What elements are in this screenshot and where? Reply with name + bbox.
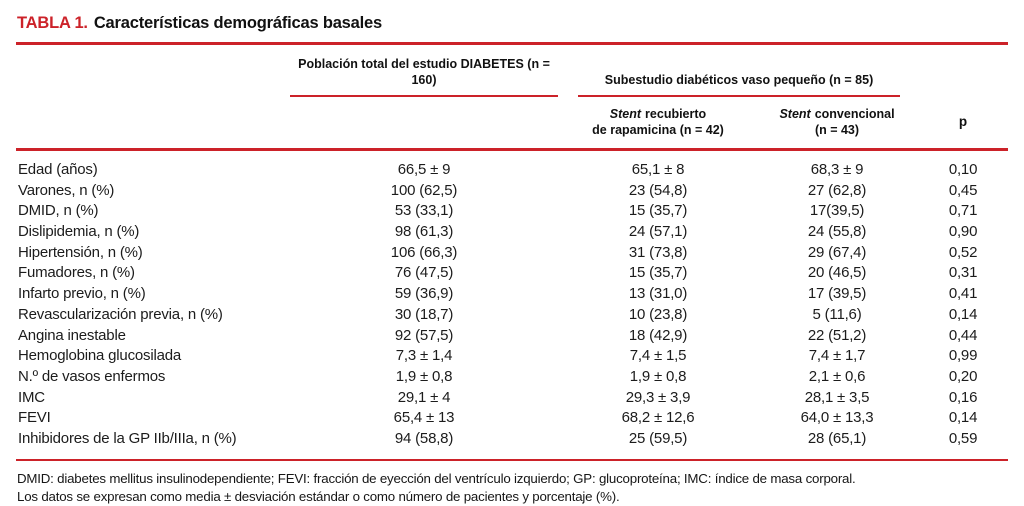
value-total: 29,1 ± 4 (397, 388, 451, 406)
value-total: 66,5 ± 9 (397, 161, 451, 178)
value-conventional: 29 (67,4) (807, 243, 867, 261)
value-rapamycin: 1,9 ± 0,8 (629, 367, 687, 385)
value-conventional: 17 (39,5) (807, 285, 867, 303)
row-label: Edad (años) (18, 161, 98, 178)
p-value: 0,41 (948, 285, 978, 303)
row-label: Revascularización previa, n (%) (18, 305, 223, 323)
row-label: Dislipidemia, n (%) (18, 223, 140, 241)
value-total: 94 (58,8) (288, 429, 560, 460)
table-caption: Características demográficas basales (93, 14, 382, 32)
header-empty-cell (16, 97, 288, 150)
table-row (16, 408, 1008, 429)
table-row (16, 388, 1008, 409)
table-row (16, 367, 1008, 388)
column-header-conventional-line1 (756, 106, 918, 122)
value-total: 1,9 ± 0,8 (395, 367, 453, 385)
table-row (16, 429, 1008, 460)
value-rapamycin: 18 (42,9) (628, 326, 688, 344)
column-header-p: p (918, 97, 1008, 150)
demographics-table (16, 42, 1008, 461)
stent-italic-label: Stent (609, 106, 642, 121)
p-value: 0,14 (948, 409, 978, 427)
header-group-row (16, 44, 1008, 97)
p-value: 0,45 (948, 181, 978, 199)
column-header-rapamycin-line1 (560, 106, 756, 122)
value-total: 65,4 ± 13 (393, 409, 455, 427)
table-footnotes (17, 470, 1008, 506)
header-empty-cell (16, 44, 288, 97)
value-rapamycin: 7,4 ± 1,5 (629, 347, 687, 365)
row-label: Hemoglobina glucosilada (18, 347, 182, 365)
column-header-rapamycin-line2: de rapamicina (n = 42) (592, 122, 724, 137)
value-total: 98 (61,3) (394, 223, 454, 241)
value-rapamycin: 15 (35,7) (628, 202, 688, 220)
p-value: 0,20 (948, 367, 978, 385)
column-header-conventional-line2: (n = 43) (814, 122, 860, 137)
value-rapamycin: 25 (59,5) (560, 429, 756, 460)
value-total: 106 (66,3) (390, 243, 458, 261)
header-empty-cell (288, 97, 560, 150)
value-conventional: 68,3 ± 9 (810, 161, 864, 178)
value-rapamycin: 29,3 ± 3,9 (625, 388, 691, 406)
p-value: 0,71 (948, 202, 978, 220)
column-group-total-label: Población total del estudio DIABETES (n = 160) (290, 56, 558, 97)
value-rapamycin: 10 (23,8) (628, 305, 688, 323)
value-rapamycin: 13 (31,0) (628, 285, 688, 303)
table-row (16, 243, 1008, 264)
row-label: N.º de vasos enfermos (18, 367, 166, 385)
value-conventional: 22 (51,2) (807, 326, 867, 344)
column-header-rapamycin (560, 97, 756, 150)
row-label: Hipertensión, n (%) (18, 243, 143, 261)
table-title (17, 14, 1008, 33)
value-total: 30 (18,7) (394, 305, 454, 323)
p-value: 0,31 (948, 264, 978, 282)
value-conventional: 64,0 ± 13,3 (800, 409, 874, 427)
table-row (16, 305, 1008, 326)
value-conventional: 24 (55,8) (807, 223, 867, 241)
table-row (16, 326, 1008, 347)
value-total: 92 (57,5) (394, 326, 454, 344)
p-value: 0,99 (948, 347, 978, 365)
row-label: IMC (18, 388, 45, 406)
column-group-total (288, 44, 560, 97)
p-value: 0,44 (948, 326, 978, 344)
value-conventional: 20 (46,5) (807, 264, 867, 282)
value-conventional: 5 (11,6) (812, 305, 862, 323)
table-row (16, 284, 1008, 305)
header-empty-cell-p (918, 44, 1008, 97)
footnote-abbreviations: DMID: diabetes mellitus insulinodependiente; FEVI: fracción de eyección del ventrículo izquierdo; GP: glucoproteína; IMC: índice de masa corporal. (17, 470, 856, 486)
value-total: 59 (36,9) (394, 285, 454, 303)
row-label: Varones, n (%) (18, 181, 115, 199)
header-subcolumn-row (16, 97, 1008, 150)
value-conventional: 7,4 ± 1,7 (808, 347, 866, 365)
table-number: TABLA 1. (17, 14, 88, 32)
value-rapamycin: 23 (54,8) (628, 181, 688, 199)
column-header-rapamycin-text: recubierto (645, 106, 707, 121)
column-header-conventional-text: convencional (814, 106, 895, 121)
value-conventional: 27 (62,8) (807, 181, 867, 199)
value-conventional: 17(39,5) (809, 202, 865, 220)
table-row (16, 150, 1008, 181)
value-conventional: 28,1 ± 3,5 (804, 388, 870, 406)
table-row (16, 263, 1008, 284)
column-header-conventional (756, 97, 918, 150)
column-group-substudy (560, 44, 918, 97)
value-rapamycin: 15 (35,7) (628, 264, 688, 282)
table-row (16, 181, 1008, 202)
p-value: 0,14 (948, 305, 978, 323)
table-row (16, 222, 1008, 243)
value-conventional: 2,1 ± 0,6 (808, 367, 866, 385)
value-total: 53 (33,1) (394, 202, 454, 220)
table-row (16, 346, 1008, 367)
row-label: FEVI (18, 409, 51, 427)
value-total: 7,3 ± 1,4 (395, 347, 453, 365)
p-value: 0,10 (948, 161, 978, 178)
row-label: Infarto previo, n (%) (18, 285, 146, 303)
value-total: 100 (62,5) (390, 181, 458, 199)
stent-italic-label: Stent (779, 106, 811, 121)
table-header (16, 44, 1008, 150)
p-value: 0,90 (948, 223, 978, 241)
footnote-data-format: Los datos se expresan como media ± desviación estándar o como número de pacientes y porcentaje (%). (17, 488, 620, 504)
value-rapamycin: 31 (73,8) (628, 243, 688, 261)
table-row (16, 201, 1008, 222)
p-value: 0,16 (948, 388, 978, 406)
row-label: Fumadores, n (%) (18, 264, 135, 282)
value-rapamycin: 24 (57,1) (628, 223, 688, 241)
value-rapamycin: 68,2 ± 12,6 (621, 409, 695, 427)
row-label: Angina inestable (18, 326, 126, 344)
value-conventional: 28 (65,1) (756, 429, 918, 460)
value-rapamycin: 65,1 ± 8 (631, 161, 685, 178)
p-value: 0,52 (948, 243, 978, 261)
column-group-substudy-label: Subestudio diabéticos vaso pequeño (n = 85) (578, 72, 900, 96)
table-body (16, 150, 1008, 460)
value-total: 76 (47,5) (394, 264, 454, 282)
row-label: DMID, n (%) (18, 202, 99, 220)
p-value: 0,59 (918, 429, 1008, 460)
row-label: Inhibidores de la GP IIb/IIIa, n (%) (16, 429, 288, 460)
